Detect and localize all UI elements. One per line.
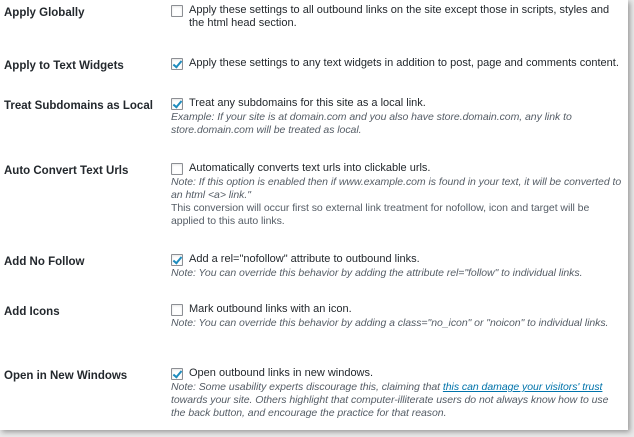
add-no-follow-checkbox[interactable]: [171, 254, 183, 266]
treat-subdomains-checkbox[interactable]: [171, 98, 183, 110]
setting-description: Open outbound links in new windows.: [189, 367, 374, 379]
setting-note: Note: You can override this behavior by adding a class="no_icon" or "noicon" to individual links.: [171, 317, 609, 329]
setting-label: Add No Follow: [4, 256, 85, 268]
setting-note-text: towards your site. Others highlight that computer-illiterate users do not always know how to use the back button, and encourage the practice for that reason.: [171, 394, 609, 419]
visitors-trust-link[interactable]: this can damage your visitors' trust: [442, 381, 603, 393]
setting-label: Apply Globally: [4, 7, 85, 19]
setting-label: Apply to Text Widgets: [4, 60, 124, 72]
setting-field: [171, 4, 623, 30]
setting-description: Add a rel="nofollow" attribute to outbound links.: [189, 253, 420, 265]
setting-note-line: Note: If this option is enabled then if www.example.com is found in your text, it will be converted to an html <a> link.": [171, 176, 622, 201]
setting-note-text: Note: Some usability experts discourage this, claiming that: [171, 381, 443, 393]
setting-field: [171, 97, 623, 137]
setting-label: Auto Convert Text Urls: [4, 165, 129, 177]
setting-note: [171, 176, 623, 228]
setting-label: Add Icons: [4, 306, 60, 318]
add-icons-checkbox[interactable]: [171, 304, 183, 316]
setting-field: [171, 303, 623, 330]
setting-field: [171, 57, 623, 70]
setting-description: Apply these settings to any text widgets in addition to post, page and comments content.: [189, 57, 619, 69]
setting-field: [171, 367, 623, 420]
setting-field: [171, 253, 623, 280]
setting-note-line: This conversion will occur first so external link treatment for nofollow, icon and target will be applied to this auto links.: [171, 202, 590, 227]
apply-globally-checkbox[interactable]: [171, 5, 183, 17]
setting-note: Example: If your site is at domain.com and you also have store.domain.com, any link to store.domain.com will be treated as local.: [171, 111, 572, 136]
setting-label: Treat Subdomains as Local: [4, 100, 153, 112]
apply-text-widgets-checkbox[interactable]: [171, 58, 183, 70]
setting-description: Mark outbound links with an icon.: [189, 303, 352, 315]
setting-description: Apply these settings to all outbound links on the site except those in scripts, styles and the html head section.: [189, 4, 610, 29]
setting-label: Open in New Windows: [4, 370, 128, 382]
setting-note: Note: You can override this behavior by adding the attribute rel="follow" to individual links.: [171, 267, 583, 279]
setting-field: [171, 162, 623, 228]
setting-description: Treat any subdomains for this site as a local link.: [189, 97, 426, 109]
open-new-windows-checkbox[interactable]: [171, 368, 183, 380]
auto-convert-urls-checkbox[interactable]: [171, 163, 183, 175]
setting-description: Automatically converts text urls into clickable urls.: [189, 162, 431, 174]
setting-note: [171, 381, 623, 420]
